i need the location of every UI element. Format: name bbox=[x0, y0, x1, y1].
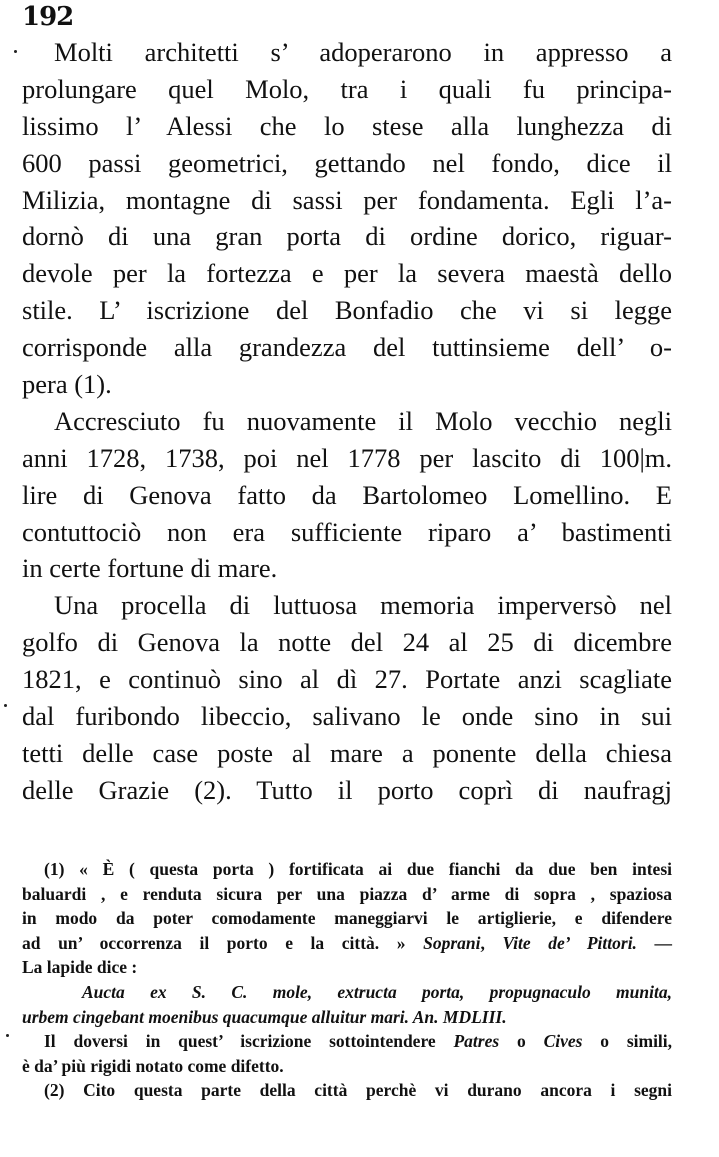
footnote-1-line: baluardi , e renduta sicura per una piazza d’ arme di sopra , spaziosa bbox=[22, 883, 672, 904]
body-line: Molti architetti s’ adoperarono in appresso a bbox=[54, 37, 672, 67]
body-line: lire di Genova fatto da Bartolomeo Lomellino. E bbox=[22, 479, 672, 510]
comment-text-end: o simili, bbox=[600, 1031, 673, 1052]
body-line: golfo di Genova la notte del 24 al 25 di dicembre bbox=[22, 627, 672, 658]
body-line: in certe fortune di mare. bbox=[22, 553, 278, 584]
body-line: devole per la fortezza e per la severa maestà dello bbox=[22, 258, 672, 289]
footnote-1-line: (1) « È ( questa porta ) fortificata ai due fianchi da due ben intesi bbox=[44, 859, 672, 879]
comment-cives: Cives bbox=[543, 1031, 583, 1052]
scan-speck bbox=[6, 1034, 9, 1037]
citation-dash: — bbox=[654, 932, 673, 953]
inscription-line: urbem cingebant moenibus quacumque alluitur mari. An. MDLIII. bbox=[22, 1006, 507, 1027]
comment-patres: Patres bbox=[453, 1031, 500, 1052]
body-line: Una procella di luttuosa memoria imperversò nel bbox=[54, 590, 672, 621]
body-line: pera (1). bbox=[22, 369, 112, 400]
scan-speck bbox=[4, 704, 7, 707]
body-text bbox=[22, 34, 672, 809]
body-line: tetti delle case poste al mare a ponente della chiesa bbox=[22, 737, 672, 768]
body-line: Accresciuto fu nuovamente il Molo vecchio negli bbox=[54, 405, 672, 436]
footnote-2-line: (2) Cito questa parte della città perchè vi durano ancora i segni bbox=[44, 1080, 672, 1101]
body-line: 600 passi geometrici, gettando nel fondo, dice il bbox=[22, 147, 672, 178]
body-line: lissimo l’ Alessi che lo stese alla lunghezza di bbox=[22, 110, 672, 141]
footnote-1-line: in modo da poter comodamente maneggiarvi le artiglierie, e difendere bbox=[22, 908, 672, 929]
body-line: prolungare quel Molo, tra i quali fu principa- bbox=[22, 73, 672, 104]
body-line: dal furibondo libeccio, salivano le onde sino in sui bbox=[22, 701, 672, 732]
citation-author: Soprani bbox=[423, 932, 481, 953]
footnote-1-line: La lapide dice : bbox=[22, 957, 138, 978]
body-line: dornò di una gran porta di ordine dorico, riguar- bbox=[22, 221, 672, 252]
comment-or: o bbox=[517, 1031, 526, 1052]
footnote-1-comment-line bbox=[22, 1029, 672, 1054]
scan-speck bbox=[14, 50, 17, 53]
citation-text: ad un’ occorrenza il porto e la città. » bbox=[22, 932, 406, 953]
body-line: anni 1728, 1738, poi nel 1778 per lascito di 100|m. bbox=[22, 442, 672, 473]
citation-separator: , bbox=[480, 932, 485, 953]
body-line: delle Grazie (2). Tutto il porto coprì di naufragj bbox=[22, 774, 672, 805]
body-line: Milizia, montagne di sassi per fondamenta. Egli l’a- bbox=[22, 184, 672, 215]
footnote-1-line: è da’ più rigidi notato come difetto. bbox=[22, 1055, 284, 1076]
footnote-1-citation-line bbox=[22, 931, 672, 956]
citation-work: Vite de’ Pittori. bbox=[502, 932, 637, 953]
body-line: stile. L’ iscrizione del Bonfadio che vi si legge bbox=[22, 295, 672, 326]
body-line: corrisponde alla grandezza del tuttinsieme dell’ o- bbox=[22, 332, 672, 363]
comment-text: Il doversi in quest’ iscrizione sottointendere bbox=[44, 1031, 436, 1052]
inscription-line: Aucta ex S. C. mole, extructa porta, propugnaculo munita, bbox=[82, 981, 672, 1002]
page-number: 192 bbox=[22, 2, 74, 32]
body-line: 1821, e continuò sino al dì 27. Portate anzi scagliate bbox=[22, 664, 672, 695]
footnotes bbox=[22, 857, 672, 1103]
body-line: contuttociò non era sufficiente riparo a’ bastimenti bbox=[22, 516, 672, 547]
